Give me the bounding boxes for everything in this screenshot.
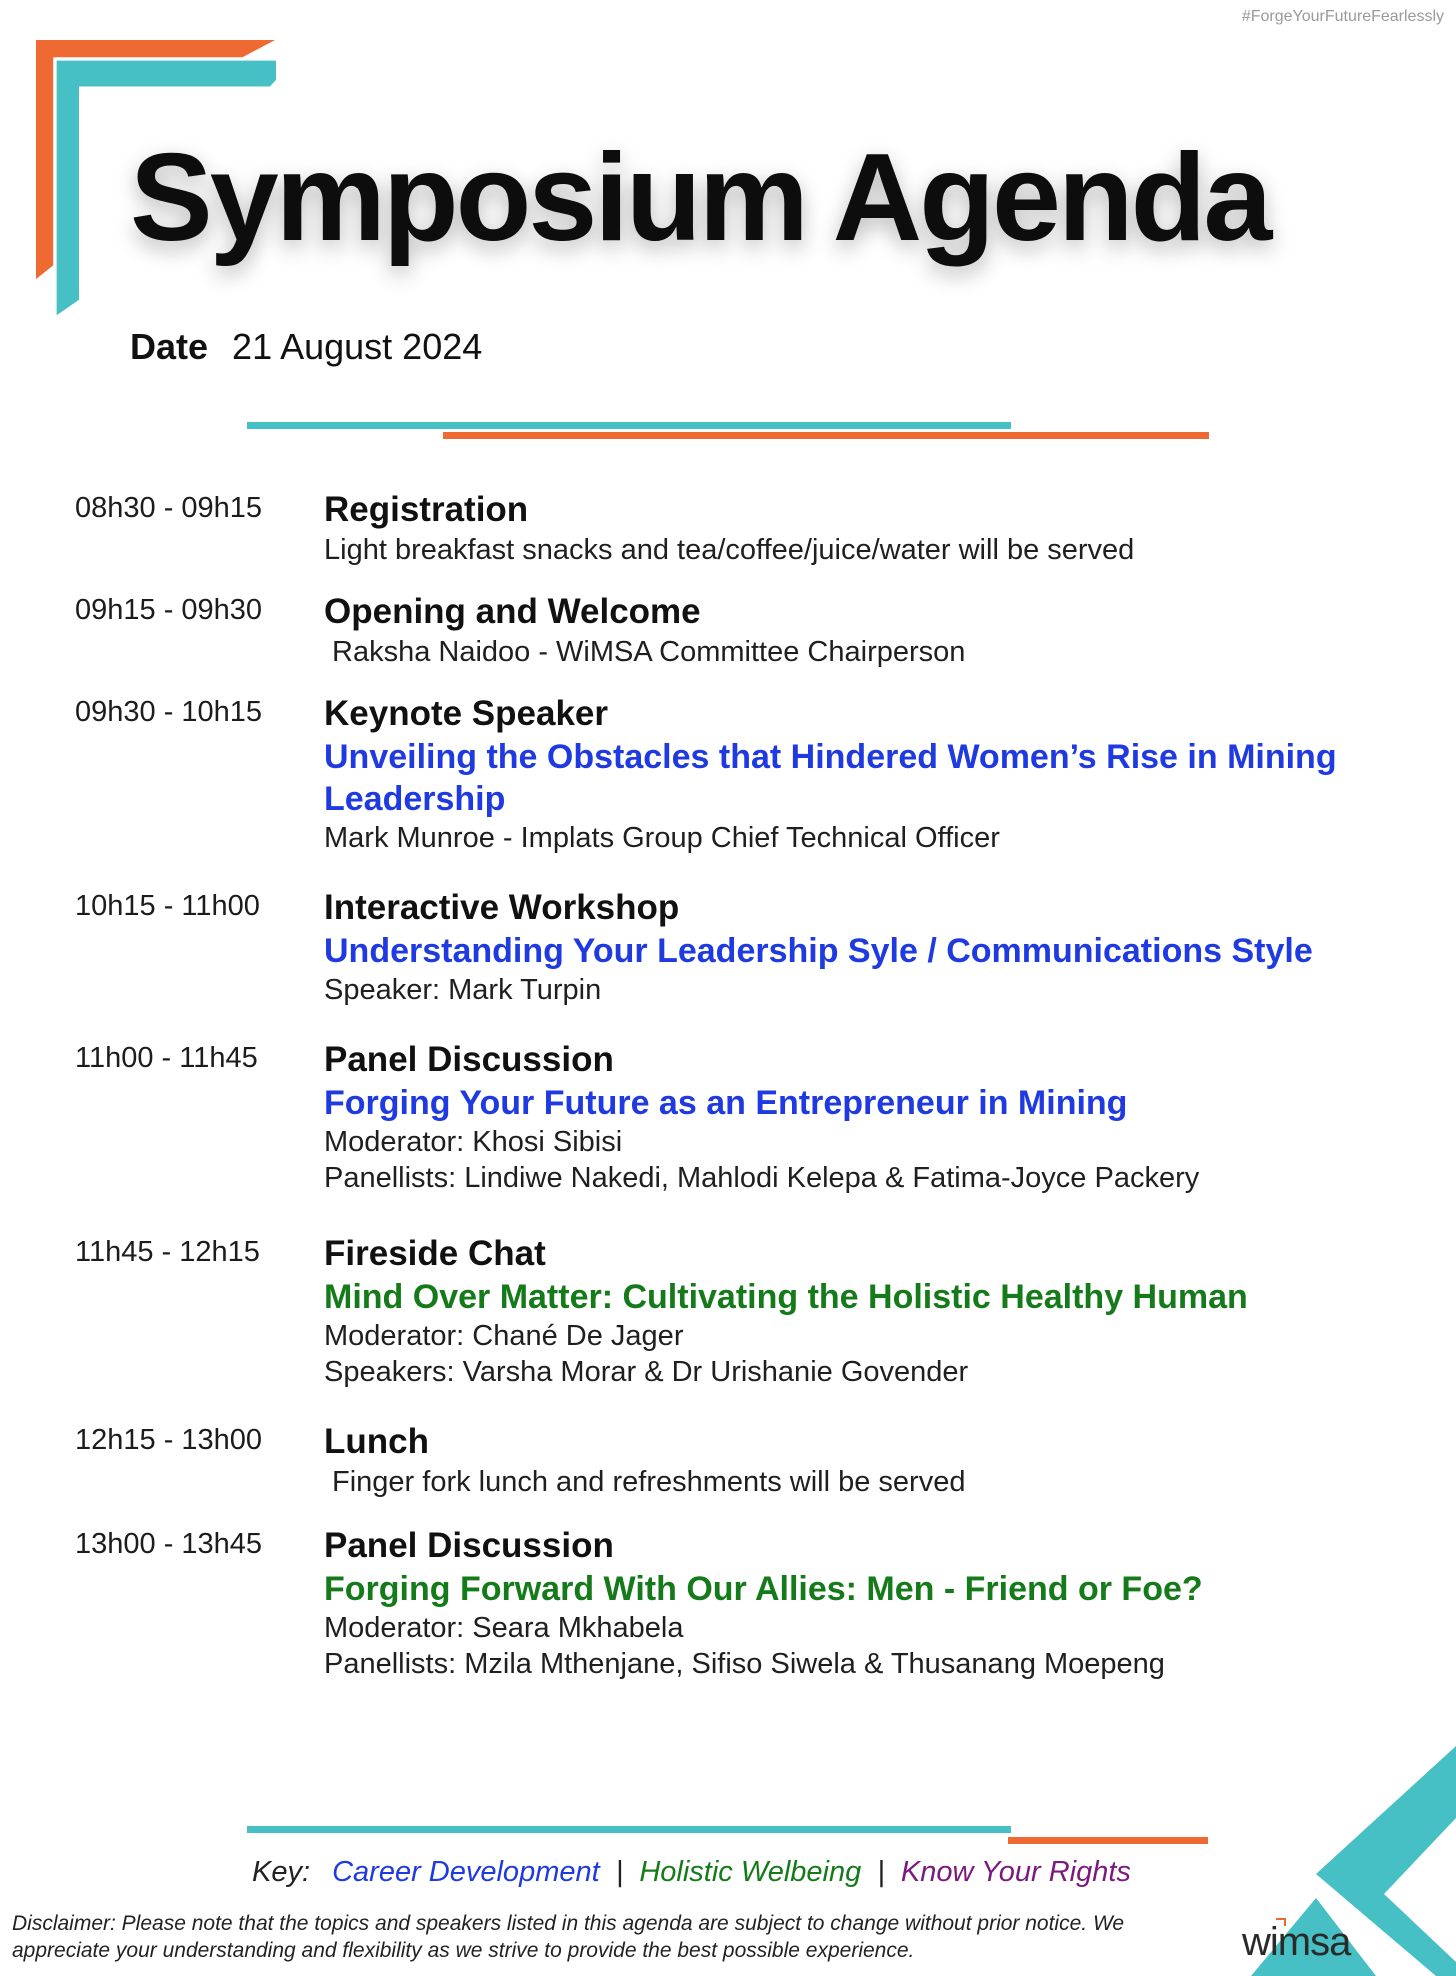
divider-orange-top <box>443 432 1209 439</box>
agenda-item <box>75 692 1405 856</box>
event-date <box>130 326 482 368</box>
agenda-time: 13h00 - 13h45 <box>75 1528 263 1560</box>
agenda-topic: Unveiling the Obstacles that Hindered Women’s Rise in Mining Leadership <box>324 738 1337 818</box>
agenda-title: Lunch <box>324 1422 429 1461</box>
agenda-item <box>75 1232 1405 1390</box>
date-label: Date <box>130 326 209 367</box>
agenda-item <box>75 590 1405 670</box>
agenda-detail: Speakers: Varsha Morar & Dr Urishanie Govender <box>324 1356 969 1388</box>
agenda-time: 08h30 - 09h15 <box>75 492 263 524</box>
agenda-detail: Raksha Naidoo - WiMSA Committee Chairperson <box>332 636 966 668</box>
key-know-your-rights: Know Your Rights <box>900 1856 1131 1888</box>
agenda-detail: Panellists: Mzila Mthenjane, Sifiso Siwela & Thusanang Moepeng <box>324 1648 1165 1680</box>
agenda-time: 09h30 - 10h15 <box>75 696 263 728</box>
agenda-time: 11h00 - 11h45 <box>75 1042 258 1074</box>
agenda-title: Registration <box>324 490 529 529</box>
agenda-topic: Forging Forward With Our Allies: Men - Friend or Foe? <box>324 1570 1203 1608</box>
agenda-detail: Speaker: Mark Turpin <box>324 974 602 1006</box>
page-title: Symposium Agenda <box>130 129 1270 267</box>
agenda-detail: Moderator: Khosi Sibisi <box>324 1126 623 1158</box>
key-career-development: Career Development <box>332 1856 600 1888</box>
key-separator: | <box>615 1856 624 1888</box>
agenda-list <box>75 488 1405 1682</box>
agenda-time: 12h15 - 13h00 <box>75 1424 263 1456</box>
disclaimer: Disclaimer: Please note that the topics and speakers listed in this agenda are subject to change without prior notice. We appreciate your understanding and flexibility as we strive to provide the best possible experience. <box>12 1912 1125 1962</box>
category-key <box>252 1856 1131 1889</box>
agenda-item <box>75 488 1405 568</box>
wimsa-logo: wimsa <box>1242 1920 1351 1964</box>
agenda-topic: Forging Your Future as an Entrepreneur in Mining <box>324 1084 1128 1122</box>
agenda-detail: Panellists: Lindiwe Nakedi, Mahlodi Kelepa & Fatima-Joyce Packery <box>324 1162 1200 1194</box>
divider-teal-top <box>247 422 1011 429</box>
agenda-title: Keynote Speaker <box>324 694 609 733</box>
agenda-detail: Moderator: Seara Mkhabela <box>324 1612 684 1644</box>
agenda-time: 09h15 - 09h30 <box>75 594 263 626</box>
agenda-item <box>75 1038 1405 1196</box>
date-value: 21 August 2024 <box>232 326 483 367</box>
key-separator: | <box>877 1856 885 1888</box>
agenda-title: Interactive Workshop <box>324 888 680 927</box>
agenda-topic: Mind Over Matter: Cultivating the Holistic Healthy Human <box>324 1278 1248 1316</box>
agenda-title: Panel Discussion <box>324 1040 614 1079</box>
key-holistic-wellbeing: Holistic Welbeing <box>639 1856 862 1888</box>
agenda-topic: Understanding Your Leadership Syle / Communications Style <box>324 932 1313 970</box>
key-label: Key: <box>252 1856 311 1888</box>
hashtag: #ForgeYourFutureFearlessly <box>1241 8 1444 25</box>
agenda-detail: Finger fork lunch and refreshments will be served <box>332 1466 966 1498</box>
agenda-item <box>75 886 1405 1008</box>
agenda-title: Panel Discussion <box>324 1526 614 1565</box>
agenda-time: 11h45 - 12h15 <box>75 1236 260 1268</box>
agenda-item <box>75 1524 1405 1682</box>
divider-teal-bottom <box>247 1826 1011 1833</box>
agenda-detail: Light breakfast snacks and tea/coffee/juice/water will be served <box>324 534 1135 566</box>
agenda-title: Opening and Welcome <box>324 592 701 631</box>
agenda-time: 10h15 - 11h00 <box>75 890 260 922</box>
agenda-title: Fireside Chat <box>324 1234 546 1273</box>
agenda-item <box>75 1420 1405 1500</box>
agenda-detail: Moderator: Chané De Jager <box>324 1320 684 1352</box>
agenda-detail: Mark Munroe - Implats Group Chief Technical Officer <box>324 822 1000 854</box>
